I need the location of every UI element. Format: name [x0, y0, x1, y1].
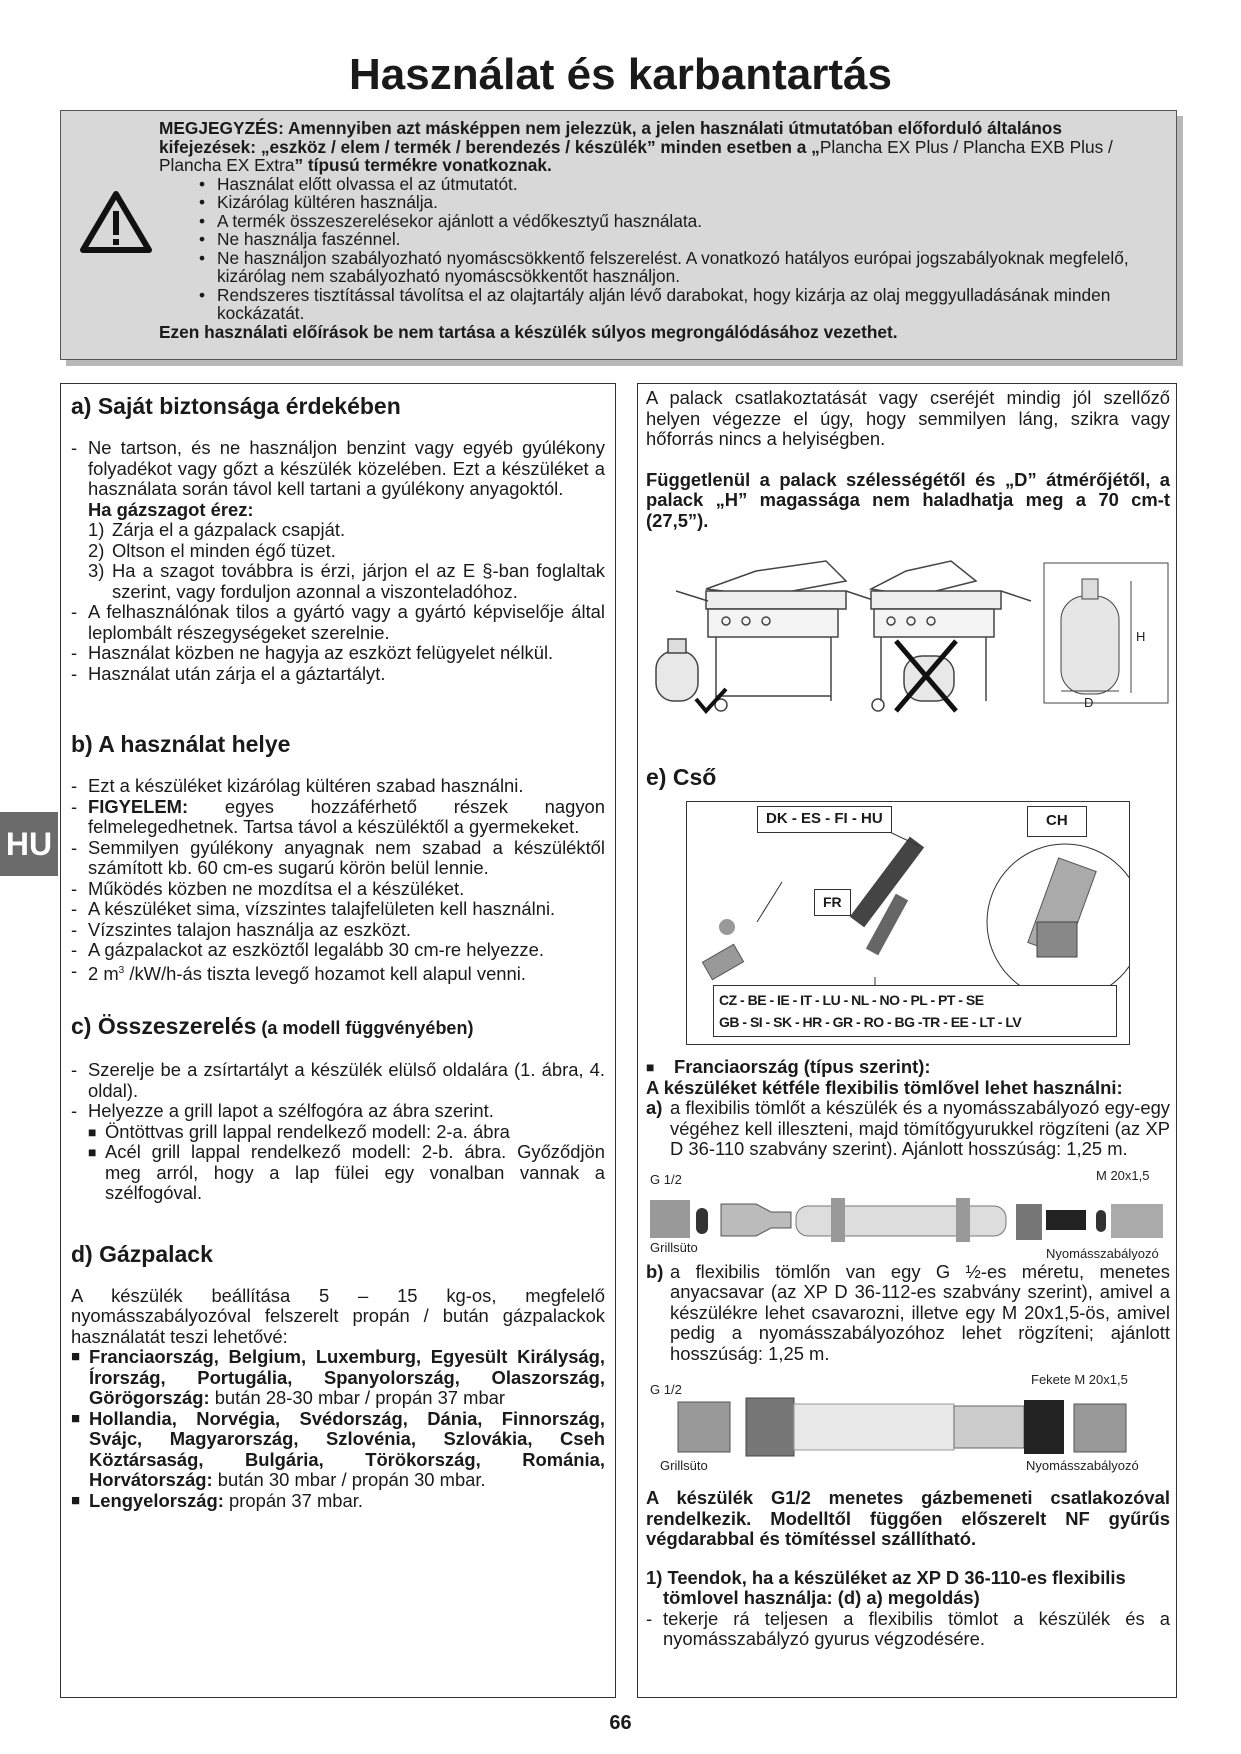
grill-with-bottle-wrong [871, 561, 1031, 711]
list-item-text: egyes hozzáférhető részek nagyon felmelegedhetnek. Tartsa távol a készüléktől a gyermekeket. [88, 795, 605, 837]
m20-label: M 20x1,5 [1096, 1169, 1150, 1183]
country-line-1: CZ - BE - IE - IT - LU - NL - NO - PL - PT - SE [719, 992, 984, 1008]
note-final: Ezen használati előírások be nem tartása a készülék súlyos megrongálódásához vezethet. [159, 321, 898, 342]
country-names: Hollandia, Norvégia, Svédország, Dánia, Finnország, Svájc, Magyarország, Szlovénia, Szlovákia, Cseh Köztársaság, Bulgária, Törökország, Románia, Horvátország: [89, 1407, 605, 1491]
note-intro-end: ” típusú termékre vonatkoznak. [294, 155, 552, 175]
note-intro: MEGJEGYZÉS: Amennyiben azt másképpen nem jelezzük, a jelen használati útmutatóban előforduló általános kifejezések: „eszköz / elem / termék / berendezés / készülék” minden esetben a „ [159, 118, 1062, 157]
g12-label: G 1/2 [650, 1171, 682, 1187]
bottle-dimension-diagram [1044, 563, 1168, 710]
section-c-title: c) Összeszerelés [71, 1013, 257, 1040]
list-item: - Semmilyen gyúlékony anyagnak nem szabad a készüléktől számított kb. 60 cm-es sugarú körön belül lennie. [71, 838, 605, 879]
section-a-list [71, 438, 605, 520]
section-c-subtitle: (a modell függvényében) [256, 1018, 474, 1039]
section-e-heading: e) Cső [646, 764, 717, 790]
pressure-text: propán 37 mbar. [223, 1489, 363, 1511]
gas-steps [71, 520, 605, 602]
list-item [71, 961, 605, 985]
hose-option-a [646, 1098, 1170, 1160]
note-bullet: • Kizárólag kültéren használja. [199, 193, 1159, 212]
option-text: a flexibilis tömlőn van egy G ½-es méretu, menetes anyacsavar (az XP D 36-112-es szabvány szerint), amivel a készülékre lehet csavarozni, illetve egy M 20x1,5-ös, amivel pedig a nyomásszabályozóhoz lehet rögzíteni; ajánlott hosszúság: 1,25 m. [670, 1260, 1170, 1364]
pressure-text: bután 28-30 mbar / propán 37 mbar [209, 1387, 506, 1409]
hose-figure-a [646, 1170, 1170, 1260]
hose-figure-b [646, 1374, 1170, 1474]
grill-with-bottle-correct [656, 561, 876, 711]
section-c-sublist [71, 1122, 605, 1204]
section-d-intro: A készülék beállítása 5 – 15 kg-os, megfelelő nyomásszabályozóval felszerelt propán / bután gázpalackok használatát teszi lehetővé: [71, 1284, 605, 1347]
label-ch: CH [1027, 806, 1087, 837]
country-names: Lengyelország: [89, 1489, 224, 1511]
page-number: 66 [609, 1712, 632, 1734]
warning-note-box [60, 110, 1177, 360]
gas-smell-label: Ha gázszagot érez: [88, 498, 254, 520]
list-item: - A felhasználónak tilos a gyártó vagy a gyártó képviselője által leplombált részegységeket szerelnie. [71, 602, 605, 643]
section-a-list-2 [71, 602, 605, 684]
hose-connector-figure [686, 801, 1130, 1045]
list-item: - Szerelje be a zsírtartályt a készülék elülső oldalára (1. ábra, 4. oldal). [71, 1060, 605, 1101]
air-text: /kW/h-ás tiszta levegő hozamot kell alapul venni. [124, 962, 526, 984]
country-list [71, 1347, 605, 1511]
height-label: H [1136, 629, 1146, 644]
list-item: - Ezt a készüléket kizárólag kültéren szabad használni. [71, 776, 605, 797]
g12-inlet-text: A készülék G1/2 menetes gázbemeneti csatlakozóval rendelkezik. Modelltől függően előszerelt NF gyűrűs végdarabbal és tömítéssel szállítható. [646, 1487, 1170, 1549]
step-number: 3) [88, 560, 105, 581]
bottle-placement-figure [646, 551, 1170, 731]
diameter-label: D [1084, 695, 1094, 710]
g12-label: G 1/2 [650, 1382, 682, 1397]
ventilation-text: A palack csatlakoztatását vagy cseréjét mindig jól szellőző helyen végezze el úgy, hogy semmilyen láng, szikra vagy hőforrás nincs a helyiségben. [646, 387, 1170, 449]
country-line-2: GB - SI - SK - HR - GR - RO - BG -TR - EE - LT - LV [719, 1014, 1022, 1030]
right-column [637, 383, 1177, 1698]
list-item: ■ Acél grill lappal rendelkező modell: 2-b. ábra. Győződjön meg arról, hogy a lap fülei egy vonalban vannak a szélfogóval. [88, 1142, 605, 1204]
page-title: Használat és karbantartás [349, 50, 892, 99]
step-text: Zárja el a gázpalack csapját. [112, 519, 346, 540]
france-block [646, 1057, 1170, 1098]
bottle-height-text: Függetlenül a palack szélességétől és „D” átmérőjétől, a palack „H” magassága nem haladhatja meg a 70 cm-t (27,5”). [646, 468, 1170, 531]
option-item [646, 1262, 1170, 1365]
list-item: - tekerje rá teljesen a flexibilis tömlot a készülék és a nyomásszabályzó gyurus végzodésére. [646, 1609, 1170, 1650]
grill-label: Grillsüto [650, 1239, 698, 1255]
note-models: Plancha EX Plus / Plancha EXB Plus / Plancha EX Extra [159, 136, 1113, 175]
step-item [88, 541, 605, 562]
pressure-text: bután 30 mbar / propán 30 mbar. [212, 1469, 486, 1491]
list-item: - Működés közben ne mozdítsa el a készüléket. [71, 879, 605, 900]
note-bullets [159, 175, 1159, 323]
section-a-heading: a) Saját biztonsága érdekében [71, 393, 401, 419]
note-bullet: • A termék összeszerelésekor ajánlott a védőkesztyű használata. [199, 212, 1159, 231]
list-item-text: Ne tartson, és ne használjon benzint vagy egyéb gyúlékony folyadékot vagy gőzt a készülék közelében. Ezt a készüléket a használata során távol kell tartani a gyúlékony anyagoktól. [88, 437, 605, 499]
note-bullet: • Ne használja faszénnel. [199, 230, 1159, 249]
section-c-list [71, 1060, 605, 1122]
note-bullet: • Rendszeres tisztítással távolítsa el az olajtartály alján lévő darabokat, hogy kizárja az olaj meggyulladásának minden kockázatát. [199, 286, 1159, 323]
section-d-heading: d) Gázpalack [71, 1240, 213, 1267]
country-item [71, 1347, 605, 1409]
note-text [159, 119, 1159, 341]
label-country-list [713, 985, 1117, 1037]
list-item: - Használat közben ne hagyja az eszközt felügyelet nélkül. [71, 643, 605, 664]
step-item [88, 520, 605, 541]
option-letter: a) [646, 1097, 663, 1118]
square-bullet-icon: ■ [646, 1059, 655, 1075]
checkmark-icon [696, 689, 726, 711]
grill-label: Grillsüto [660, 1458, 708, 1473]
note-bullet: • Használat előtt olvassa el az útmutatót. [199, 175, 1159, 194]
label-fr: FR [814, 889, 851, 916]
air-value: 2 m [88, 962, 119, 984]
country-item [71, 1491, 605, 1512]
section-b-list [71, 776, 605, 984]
option-letter: b) [646, 1260, 664, 1282]
france-subtitle: A készüléket kétféle flexibilis tömlővel lehet használni: [646, 1076, 1123, 1098]
france-title-row [646, 1057, 1170, 1078]
section-b-heading: b) A használat helye [71, 731, 291, 757]
list-item: - Használat után zárja el a gáztartályt. [71, 664, 605, 685]
hose-option-b [646, 1262, 1170, 1365]
list-item [71, 438, 605, 520]
list-item [71, 797, 605, 838]
air-superscript: 3 [118, 964, 125, 976]
regulator-label: Nyomásszabályozó [1046, 1245, 1159, 1260]
note-bullet: • Ne használjon szabályozható nyomáscsökkentő felszerelést. A vonatkozó hatályos európai jogszabályoknak megfelelő, kizárólag nem szabályozható nyomáscsökkentőt használjon. [199, 249, 1159, 286]
section-c-heading [71, 1012, 605, 1042]
step-text: Ha a szagot továbbra is érzi, járjon el az E §-ban foglaltak szerint, vagy forduljon azonnal a viszonteladóhoz. [112, 560, 605, 602]
country-names: Franciaország, Belgium, Luxemburg, Egyesült Királyság, Írország, Portugália, Spanyolország, Olaszország, Görögország: [89, 1346, 605, 1409]
step-number: 1) [88, 519, 105, 540]
list-item: - A gázpalackot az eszköztől legalább 30 cm-re helyezze. [71, 940, 605, 961]
list-item: - A készüléket sima, vízszintes talajfelületen kell használni. [71, 899, 605, 920]
list-item: - Vízszintes talajon használja az eszközt. [71, 920, 605, 941]
regulator-label: Nyomásszabályozó [1026, 1458, 1139, 1473]
option-text: a flexibilis tömlőt a készülék és a nyomásszabályozó egy-egy végéhez kell illeszteni, majd tömítőgyurukkel rögzíteni (az XP D 36-110 szabvány szerint). Ajánlott hosszúság: 1,25 m. [670, 1097, 1170, 1159]
country-item [71, 1409, 605, 1491]
todo-heading: 1) Teendok, ha a készüléket az XP D 36-110-es flexibilis tömlovel használja: (d) a) megoldás) [646, 1566, 1126, 1608]
m20-label: Fekete M 20x1,5 [1031, 1374, 1128, 1387]
list-item: ■ Öntöttvas grill lappal rendelkező modell: 2-a. ábra [88, 1122, 605, 1143]
warning-triangle-icon [79, 189, 153, 255]
france-title: Franciaország (típus szerint): [674, 1056, 931, 1077]
step-text: Oltson el minden égő tüzet. [112, 539, 336, 561]
step-number: 2) [88, 539, 105, 561]
left-column [60, 383, 616, 1698]
label-dk-es-fi-hu: DK - ES - FI - HU [757, 806, 892, 833]
language-tab: HU [0, 812, 58, 876]
attention-label: FIGYELEM: [88, 795, 189, 817]
option-item [646, 1098, 1170, 1160]
todo-list [646, 1609, 1170, 1650]
list-item: - Helyezze a grill lapot a szélfogóra az ábra szerint. [71, 1101, 605, 1122]
step-item [88, 561, 605, 602]
